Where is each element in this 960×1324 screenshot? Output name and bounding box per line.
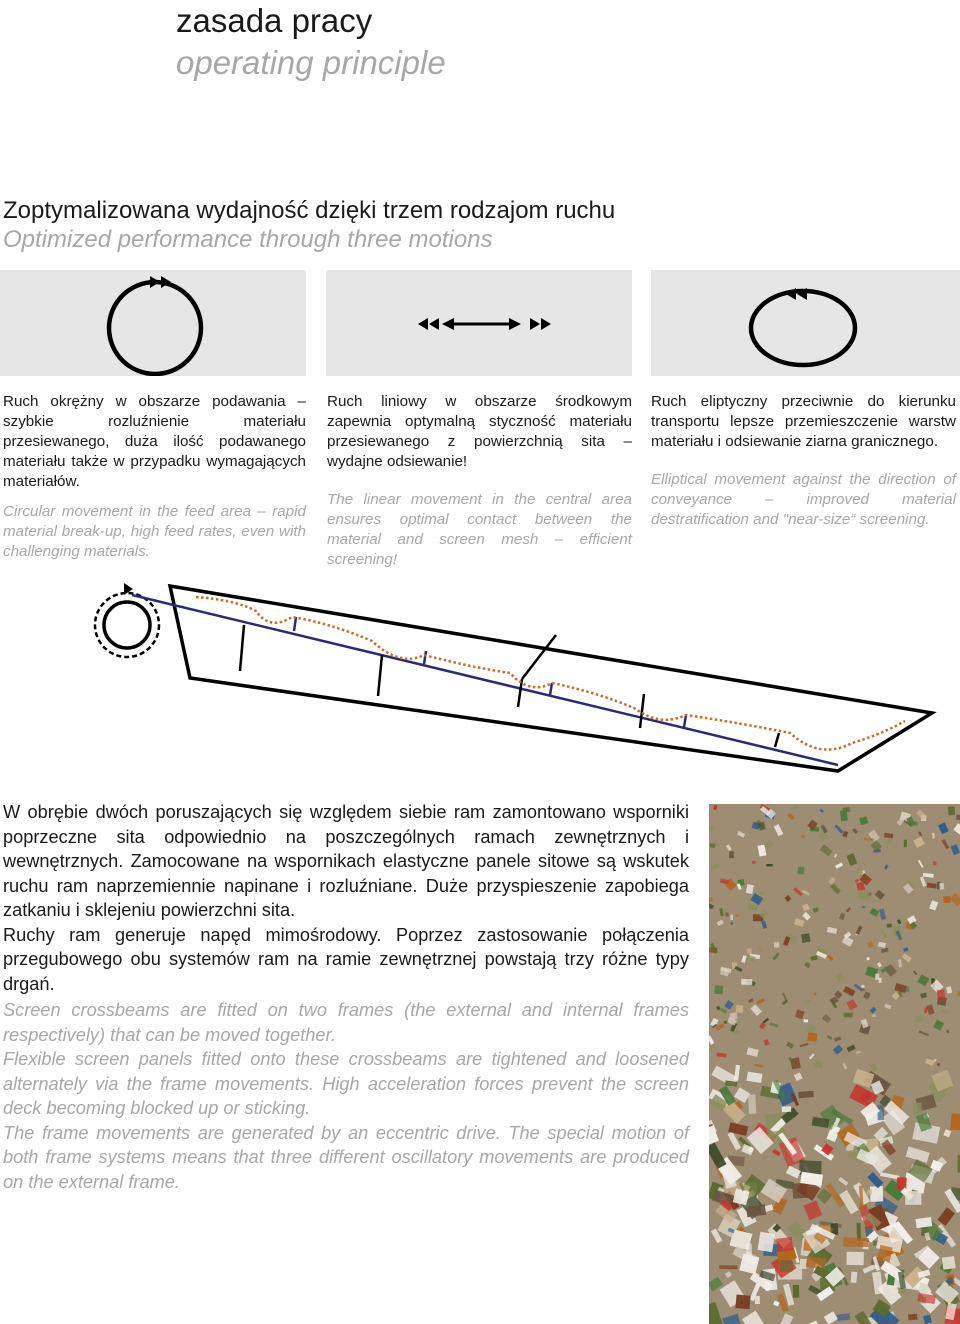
circular-motion-icon	[0, 270, 306, 376]
circular-motion-text-pl: Ruch okrężny w obszarze podawania – szybkie rozluźnienie materiału przesiewanego, duża ilość podawanego materiału także w przypadku wymagających materiałów.	[3, 393, 306, 490]
circular-motion-panel	[0, 270, 306, 376]
body-pl-paragraph-2: Ruchy ram generuje napęd mimośrodowy. Poprzez zastosowanie połączenia przegubowego obu systemów ram na ramie zewnętrznej powstają trzy różne typy drgań.	[3, 924, 689, 994]
page-title: zasada pracy	[176, 2, 373, 39]
linear-motion-icon	[326, 270, 632, 376]
body-pl-paragraph-1: W obrębie dwóch poruszających się względem siebie ram zamontowano wsporniki poprzeczne sita odpowiednio na poszczególnych ramach zewnętrznych i wewnętrznych. Zamocowane na wspornikach elastyczne panele sitowe są wskutek ruchu ram naprzemiennie napinane i rozluźniane. Duże przyspieszenie zapobiega zatkaniu i sklejeniu powierzchni sita.	[3, 802, 689, 920]
eccentric-drive-icon	[104, 602, 150, 648]
page-subtitle: operating principle	[176, 44, 446, 81]
section-heading: Zoptymalizowana wydajność dzięki trzem rodzajom ruchu	[3, 197, 616, 224]
outer-frame	[170, 586, 932, 771]
elliptical-motion-text-pl: Ruch eliptyczny przeciwnie do kierunku transportu lepsze przemieszczenie warstw materiału i odsiewanie ziarna granicznego.	[651, 393, 956, 450]
screened-material-photo	[709, 804, 960, 1324]
circular-motion-description	[3, 392, 306, 562]
screen-deck-diagram	[0, 575, 960, 790]
linear-motion-panel	[326, 270, 632, 376]
body-en-paragraph-1: Screen crossbeams are fitted on two frames (the external and internal frames respectively) that can be moved together.	[3, 1000, 689, 1045]
elliptical-motion-description	[651, 392, 956, 530]
elliptical-motion-text-en: Elliptical movement against the direction of conveyance – improved material destratification and "near-size“ screening.	[651, 471, 956, 528]
body-en-paragraph-2: Flexible screen panels fitted onto these crossbeams are tightened and loosened alternately via the frame movements. High acceleration forces prevent the screen deck becoming blocked up or sticking.	[3, 1049, 689, 1118]
circular-motion-text-en: Circular movement in the feed area – rapid material break-up, high feed rates, even with challenging materials.	[3, 503, 306, 560]
section-subheading: Optimized performance through three motions	[3, 226, 493, 253]
screen-mat	[196, 597, 905, 750]
linear-motion-description	[327, 392, 632, 570]
elliptical-motion-icon	[651, 270, 960, 376]
linear-motion-text-en: The linear movement in the central area ensures optimal contact between the material and screen mesh – efficient screening!	[327, 491, 632, 568]
body-en-paragraph-3: The frame movements are generated by an eccentric drive. The special motion of both frame systems means that three different oscillatory movements are produced on the external frame.	[3, 1122, 689, 1192]
linear-motion-text-pl: Ruch liniowy w obszarze środkowym zapewnia optymalną styczność materiału przesiewanego z powierzchnią sita – wydajne odsiewanie!	[327, 393, 632, 470]
main-description	[3, 800, 689, 1194]
elliptical-motion-panel	[651, 270, 960, 376]
